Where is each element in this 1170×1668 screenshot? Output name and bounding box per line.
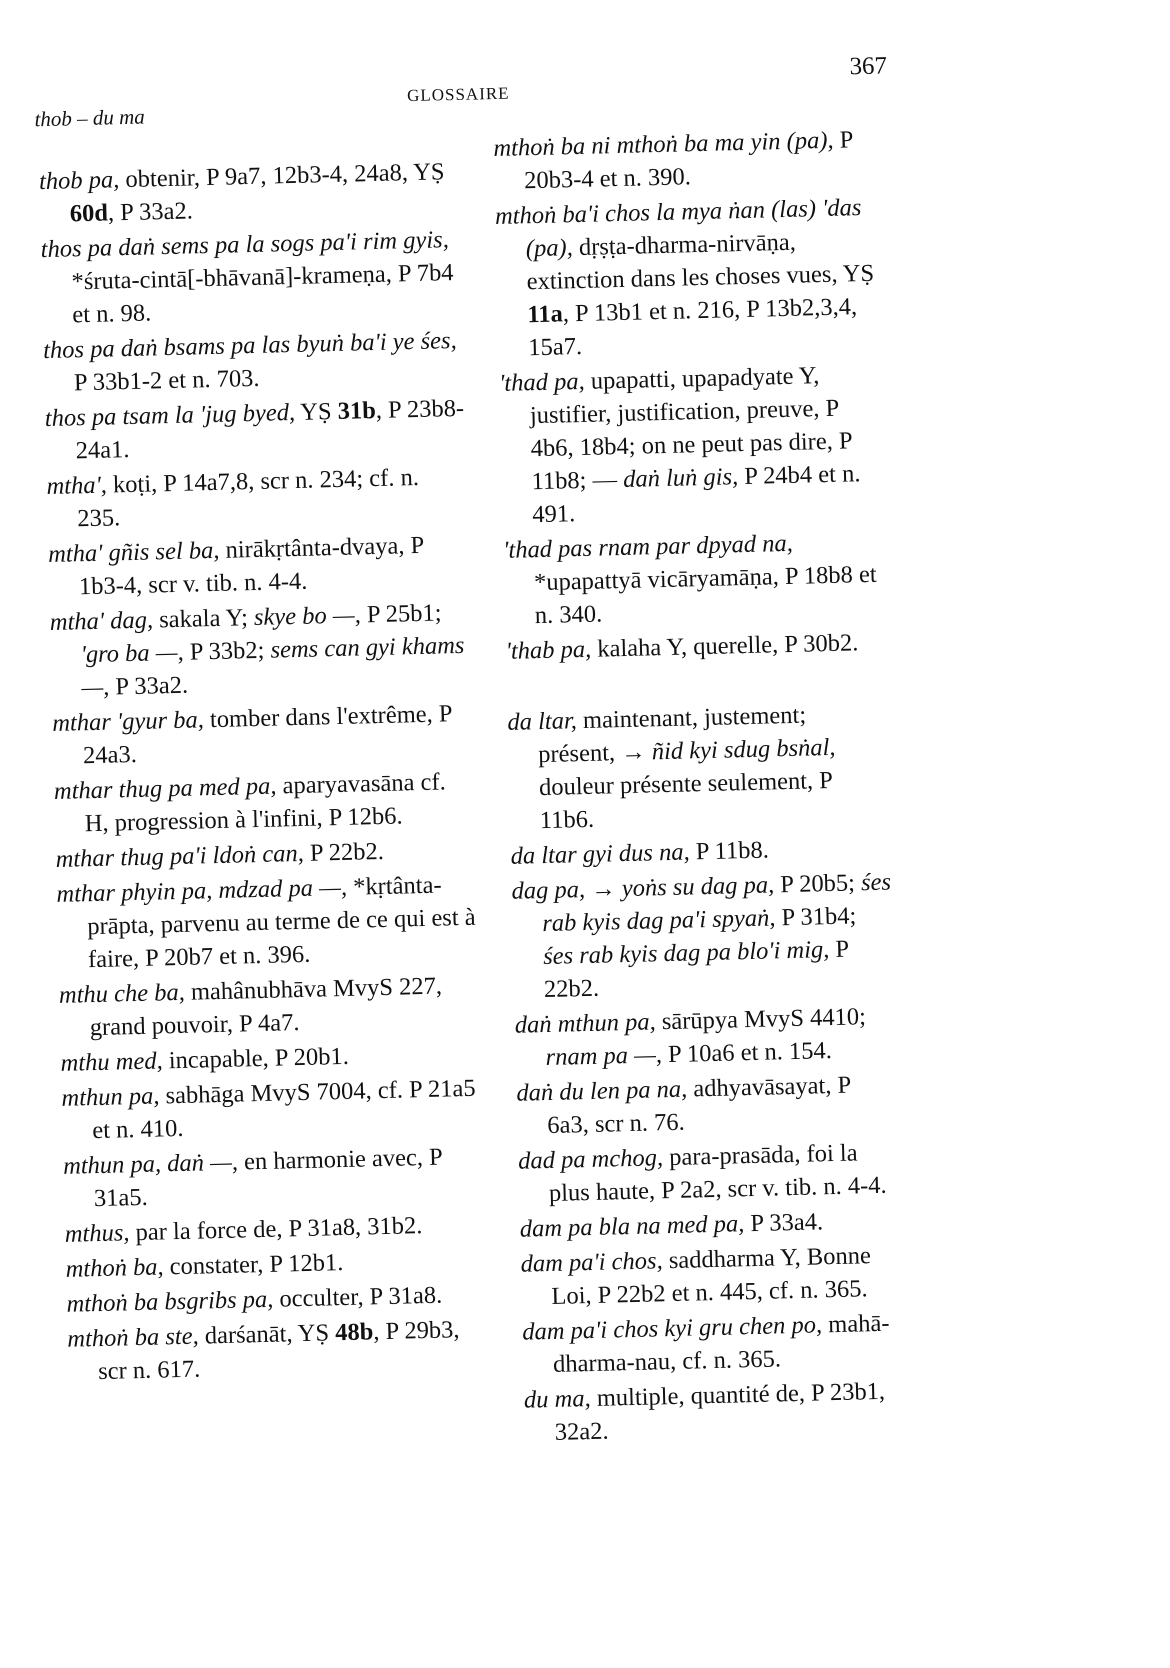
entry-term: mtha', <box>46 471 108 501</box>
entry-term: dad pa mchog, <box>517 1144 664 1175</box>
glossary-entry <box>514 999 895 1074</box>
entry-text: , P 13b1 et n. 216, P 13b2,3,4, 15a7. <box>527 293 858 362</box>
entry-term: mthoṅ ba ni mthoṅ ba ma yin (pa), <box>493 126 834 163</box>
entry-term: mthar 'gyur ba, <box>51 706 205 737</box>
entry-text: adhyavāsayat, P 6a3, scr n. 76. <box>546 1071 851 1140</box>
entry-text: sakala Y; <box>152 604 255 634</box>
glossary-entry <box>44 392 465 468</box>
entry-text: mahā-dharma-nau, cf. n. 365. <box>552 1309 890 1378</box>
entry-text: P 22b2. <box>303 837 385 867</box>
entry-text: P 10a6 et n. 154. <box>661 1037 833 1069</box>
entry-term: yoṅs su dag pa, <box>621 871 775 903</box>
entry-term: du ma, <box>523 1385 591 1414</box>
entry-term: mtha' dag, <box>49 606 154 637</box>
entry-text: P 25b1; <box>360 599 442 629</box>
glossary-entry <box>499 358 883 532</box>
entry-text: incapable, P 20b1. <box>162 1042 350 1075</box>
left-column <box>39 155 489 1391</box>
entry-term: thos pa daṅ sems pa la sogs pa'i rim gyis, <box>40 226 450 264</box>
entry-term: mthun pa, daṅ —, <box>62 1148 239 1180</box>
glossary-entry <box>511 866 894 1007</box>
entry-text: , P 23b8-24a1. <box>75 394 465 465</box>
glossary-entry <box>522 1306 903 1381</box>
entry-text: multiple, quantité de, P 23b1, 32a2. <box>554 1377 886 1446</box>
entry-term: skye bo —, <box>253 601 362 632</box>
entry-text: , P 29b3, scr n. 617. <box>97 1316 460 1386</box>
glossary-entry <box>54 765 475 841</box>
running-head: thob – du ma <box>34 104 146 132</box>
glossary-entry <box>46 460 467 536</box>
entry-term: thos pa daṅ bsams pa las byuṅ ba'i ye śes, <box>42 326 457 365</box>
entry-text: *upapattyā vicāryamāṇa, P 18b8 et n. 340. <box>533 560 877 630</box>
entry-text: P 33b1-2 et n. 703. <box>73 364 260 397</box>
glossary-entry <box>495 191 879 365</box>
entry-term: mthu med, <box>60 1047 163 1077</box>
glossary-entry <box>505 626 886 668</box>
entry-term: mtha' gñis sel ba, <box>47 536 220 569</box>
page-title: GLOSSAIRE <box>406 83 510 106</box>
entry-text: par la force de, P 31a8, 31b2. <box>129 1212 423 1247</box>
entry-text: saddharma Y, Bonne Loi, P 22b2 et n. 445, cf. n. 365. <box>551 1242 872 1310</box>
entry-text: occulter, P 31a8. <box>273 1281 443 1313</box>
entry-term: da ltar, <box>507 707 578 736</box>
entry-term: dam pa'i chos kyi gru chen po, <box>521 1311 823 1346</box>
entry-text: YṢ <box>294 397 339 426</box>
entry-term: ñid kyi sdug bsṅal, <box>651 733 836 766</box>
entry-text: P 11b8. <box>689 836 770 866</box>
glossary-entry <box>516 1067 897 1142</box>
entry-term: dam pa bla na med pa, <box>519 1210 745 1243</box>
entry-term: dag pa, <box>511 876 586 905</box>
entry-text: P 20b3-4 et n. 390. <box>523 126 853 195</box>
entry-text: P 31b4; <box>775 902 857 932</box>
glossary-entry <box>61 1072 482 1148</box>
glossary-entry <box>59 969 480 1045</box>
entry-text: darśanāt, YṢ <box>198 1319 336 1350</box>
glossary-entry <box>503 525 885 633</box>
glossary-entry <box>56 868 478 977</box>
glossary-entry <box>48 528 469 604</box>
entry-term: thos pa tsam la 'jug byed, <box>44 398 296 433</box>
entry-term: daṅ mthun pa, <box>514 1008 656 1039</box>
glossary-entry <box>63 1140 484 1216</box>
entry-term: 'thad pa, <box>498 367 585 397</box>
entry-text: sabhāga MvyS 7004, cf. P 21a5 et n. 410. <box>91 1074 476 1145</box>
entry-text: P 20b5; <box>773 869 862 899</box>
glossary-entry <box>520 1238 901 1313</box>
entry-term: mthar phyin pa, mdzad pa —, <box>56 873 348 908</box>
entry-text: kalaha Y, querelle, P 30b2. <box>590 629 859 663</box>
entry-term: mthu che ba, <box>58 978 186 1009</box>
entry-text: → <box>584 875 623 904</box>
entry-term: mthoṅ ba bsgribs pa, <box>66 1285 274 1318</box>
entry-term: mthoṅ ba'i chos la mya ṅan (las) 'das (pa), <box>494 194 862 263</box>
entry-term: sems can gyi khams —, <box>81 631 465 702</box>
glossary-entry <box>43 324 464 400</box>
entry-text: *kṛtânta-prāpta, parvenu au terme de ce qui est à faire, P 20b7 et n. 396. <box>86 871 476 974</box>
entry-term: śes rab kyis dag pa'i spyaṅ, <box>542 868 892 938</box>
glossary-entry <box>507 697 890 838</box>
entry-text: mahânubhāva MvyS 227, grand pouvoir, P 4a7. <box>89 972 443 1042</box>
glossary-entry <box>524 1374 905 1449</box>
entry-text: P 22b2. <box>543 935 849 1004</box>
glossary-entry <box>40 223 462 332</box>
entry-term: daṅ luṅ gis, <box>622 463 739 493</box>
entry-term: 'gro ba —, <box>80 638 184 669</box>
page-number: 367 <box>849 52 888 81</box>
entry-text: P 33a2. <box>109 671 189 701</box>
entry-text: P 33a4. <box>743 1208 824 1238</box>
entry-ref-bold: 48b <box>334 1318 374 1347</box>
entry-term: mthoṅ ba ste, <box>67 1322 199 1353</box>
entry-term: dam pa'i chos, <box>520 1247 663 1278</box>
entry-text: constater, P 12b1. <box>163 1249 344 1281</box>
entry-term: mthar thug pa med pa, <box>53 772 277 805</box>
entry-ref-bold: 31b <box>337 396 377 425</box>
entry-text: maintenant, justement; présent, → <box>537 701 807 769</box>
entry-term: 'thad pas rnam par dpyad na, <box>502 529 794 564</box>
glossary-entry <box>39 155 460 231</box>
entry-text: tomber dans l'extrême, P 24a3. <box>82 700 452 770</box>
entry-ref-bold: 60d <box>69 199 109 228</box>
glossary-entry <box>518 1135 899 1210</box>
entry-text: upapatti, upapadyate Y, justifier, justification, preuve, P 4b6, 18b4; on ne peut pas dire, P 11b8; — <box>529 362 852 496</box>
entry-term: thob pa, <box>38 166 120 196</box>
entry-text: sārūpya MvyS 4410; <box>655 1003 867 1036</box>
entry-term: 'thab pa, <box>505 635 592 665</box>
entry-term: daṅ du len pa na, <box>516 1075 688 1107</box>
entry-text: P 24b4 et n. 491. <box>532 460 861 529</box>
entry-term: śes rab kyis dag pa blo'i mig, <box>542 936 830 971</box>
entry-text: douleur présente seulement, P 11b6. <box>538 766 833 835</box>
entry-term: mthar thug pa'i ldoṅ can, <box>55 839 305 873</box>
glossary-entry <box>49 596 471 705</box>
entry-term: da ltar gyi dus na, <box>510 838 690 870</box>
entry-text: koṭi, P 14a7,8, scr n. 234; cf. n. 235. <box>76 463 420 533</box>
glossary-entry <box>67 1313 488 1389</box>
right-column <box>493 123 905 1452</box>
entry-text: dṛṣṭa-dharma-nirvāṇa, extinction dans les choses vues, YṢ <box>526 228 875 296</box>
entry-text: nirākṛtânta-dvaya, P 1b3-4, scr v. tib. n. 4-4. <box>78 531 424 601</box>
entry-text: , P 33a2. <box>107 197 194 227</box>
entry-text: obtenir, P 9a7, 12b3-4, 24a8, YṢ <box>119 158 445 194</box>
entry-term: rnam pa —, <box>545 1041 663 1072</box>
entry-term: mthoṅ ba, <box>65 1253 164 1283</box>
entry-text: aparyavasāna cf. H, progression à l'infini, P 12b6. <box>84 768 447 838</box>
entry-text: para-prasāda, foi la plus haute, P 2a2, scr v. tib. n. 4-4. <box>548 1139 887 1207</box>
entry-term: mthun pa, <box>61 1082 160 1112</box>
entry-ref-bold: 11a <box>527 300 564 329</box>
entry-text: *śruta-cintā[-bhāvanā]-krameṇa, P 7b4 et n. 98. <box>71 259 454 329</box>
entry-text: en harmonie avec, P 31a5. <box>93 1143 443 1213</box>
entry-text: P 33b2; <box>183 636 271 666</box>
entry-term: mthus, <box>64 1219 130 1248</box>
glossary-entry <box>52 697 473 773</box>
glossary-entry <box>493 123 874 198</box>
